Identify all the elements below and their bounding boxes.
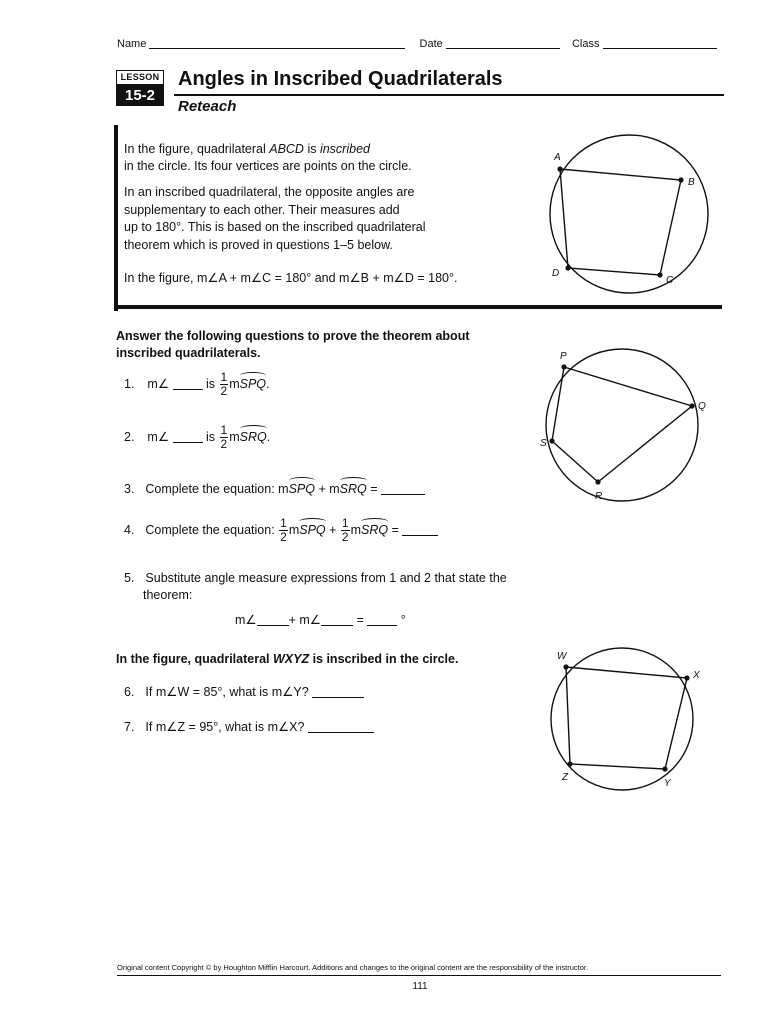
question-5-line-2: theorem: xyxy=(143,588,193,602)
info-paragraph-2-line-2: supplementary to each other. Their measures add xyxy=(124,203,400,217)
label-w: W xyxy=(557,651,567,662)
question-2: 2. m∠ is $\frac{1}{2}$ mSRQ. xyxy=(124,423,271,451)
vertex-w xyxy=(563,664,568,669)
date-label: Date xyxy=(419,38,443,50)
header-line xyxy=(117,38,721,50)
info-box-left-border xyxy=(114,125,118,311)
label-q: Q xyxy=(698,401,706,412)
quadrilateral-pqrs xyxy=(552,367,692,482)
label-x: X xyxy=(693,670,700,681)
lesson-tag: LESSON xyxy=(116,70,164,85)
figure-abcd xyxy=(540,130,720,300)
info-paragraph-2-line-4: theorem which is proved in questions 1–5 below. xyxy=(124,238,393,252)
q3-arc-2: SRQ xyxy=(339,482,367,496)
info-paragraph-1-line-2: in the circle. Its four vertices are points on the circle. xyxy=(124,159,412,173)
title-divider xyxy=(174,94,724,96)
q7-answer-blank[interactable] xyxy=(308,720,374,733)
circle-pqrs xyxy=(546,349,698,501)
figure-pqrs xyxy=(538,345,718,505)
vertex-a xyxy=(557,166,562,171)
vertex-x xyxy=(684,675,689,680)
vertex-z xyxy=(567,761,572,766)
q4-arc-2: SRQ xyxy=(361,522,389,537)
section1-line-2: inscribed quadrilaterals. xyxy=(116,346,261,360)
info-paragraph-2-line-3: up to 180°. This is based on the inscribed quadrilateral xyxy=(124,220,426,234)
question-5-equation: m∠ + m∠ = ° xyxy=(235,613,406,627)
label-r: R xyxy=(595,491,603,502)
vertex-c xyxy=(657,272,662,277)
q4-answer-blank[interactable] xyxy=(402,523,438,536)
page-title: Angles in Inscribed Quadrilaterals xyxy=(178,68,503,90)
equation-a-c: m∠A + m∠C = 180° xyxy=(196,271,312,285)
info-box-bottom-border xyxy=(114,305,722,309)
question-1: 1. m∠ is $\frac{1}{2}$ mSPQ. xyxy=(124,370,270,398)
q1-fraction: $\frac{1}{2}$ xyxy=(220,370,228,398)
label-s: S xyxy=(540,438,547,449)
question-7: 7. If m∠Z = 95°, what is m∠X? xyxy=(124,719,374,736)
vertex-q xyxy=(689,403,694,408)
page-number: 111 xyxy=(412,981,428,992)
q4-arc-1: SPQ xyxy=(299,522,326,537)
lesson-badge xyxy=(116,70,164,106)
q5-blank-1[interactable] xyxy=(257,613,289,626)
equation-b-d: m∠B + m∠D = 180° xyxy=(339,271,454,285)
copyright-notice: Original content Copyright © by Houghton Mifflin Harcourt. Additions and changes to the original content are the responsibility of the instructor. xyxy=(117,963,589,972)
label-a: A xyxy=(554,152,561,163)
vertex-p xyxy=(561,364,566,369)
info-paragraph-2-line-1: In an inscribed quadrilateral, the opposite angles are xyxy=(124,185,415,199)
date-field[interactable] xyxy=(446,38,560,49)
question-5-line-1: 5. Substitute angle measure expressions from 1 and 2 that state the xyxy=(124,571,507,585)
name-field[interactable] xyxy=(149,38,405,49)
section2-heading: In the figure, quadrilateral WXYZ is inscribed in the circle. xyxy=(116,652,459,666)
vertex-b xyxy=(678,177,683,182)
q4-fraction-1: $\frac{1}{2}$ xyxy=(280,516,287,544)
vertex-s xyxy=(549,438,554,443)
q4-fraction-2: $\frac{1}{2}$ xyxy=(341,516,349,544)
circle-wxyz xyxy=(551,648,693,790)
lesson-number: 15-2 xyxy=(116,85,164,106)
info-paragraph-3: In the figure, m∠A + m∠C = 180° and m∠B + m∠D = 180°. xyxy=(124,271,458,285)
label-z: Z xyxy=(562,772,569,783)
q5-blank-2[interactable] xyxy=(321,613,353,626)
q3-answer-blank[interactable] xyxy=(381,482,425,495)
class-label: Class xyxy=(571,38,600,50)
q1-arc: SPQ xyxy=(239,376,267,391)
page-subtitle: Reteach xyxy=(178,98,237,115)
footer-divider xyxy=(117,975,721,976)
question-3: 3. Complete the equation: mSPQ + mSRQ = xyxy=(124,481,425,498)
q2-fraction: $\frac{1}{2}$ xyxy=(220,423,228,451)
class-field[interactable] xyxy=(603,38,717,49)
label-p: P xyxy=(560,351,567,362)
label-d: D xyxy=(552,268,560,279)
question-4: 4. Complete the equation: $\frac{1}{2}$ mSPQ + $\frac{1}{2}$ mSRQ = xyxy=(124,517,438,544)
info-paragraph-1-line-1: In the figure, quadrilateral ABCD is inscribed xyxy=(124,142,370,156)
q3-arc-1: SPQ xyxy=(288,482,315,496)
label-y: Y xyxy=(664,778,671,789)
figure-wxyz xyxy=(545,645,710,795)
q2-arc: SRQ xyxy=(239,429,267,444)
vertex-r xyxy=(595,479,600,484)
q1-answer-blank[interactable] xyxy=(173,377,203,390)
section1-line-1: Answer the following questions to prove the theorem about xyxy=(116,329,470,343)
quadrilateral-wxyz xyxy=(566,667,687,769)
quadrilateral-abcd xyxy=(560,169,681,275)
question-6: 6. If m∠W = 85°, what is m∠Y? xyxy=(124,684,364,701)
q2-answer-blank[interactable] xyxy=(173,430,203,443)
vertex-y xyxy=(662,766,667,771)
label-c: C xyxy=(666,275,674,286)
q6-answer-blank[interactable] xyxy=(312,685,364,698)
circle-abcd xyxy=(550,135,708,293)
name-label: Name xyxy=(117,38,147,50)
q5-blank-3[interactable] xyxy=(367,613,397,626)
label-b: B xyxy=(688,177,695,188)
vertex-d xyxy=(565,265,570,270)
